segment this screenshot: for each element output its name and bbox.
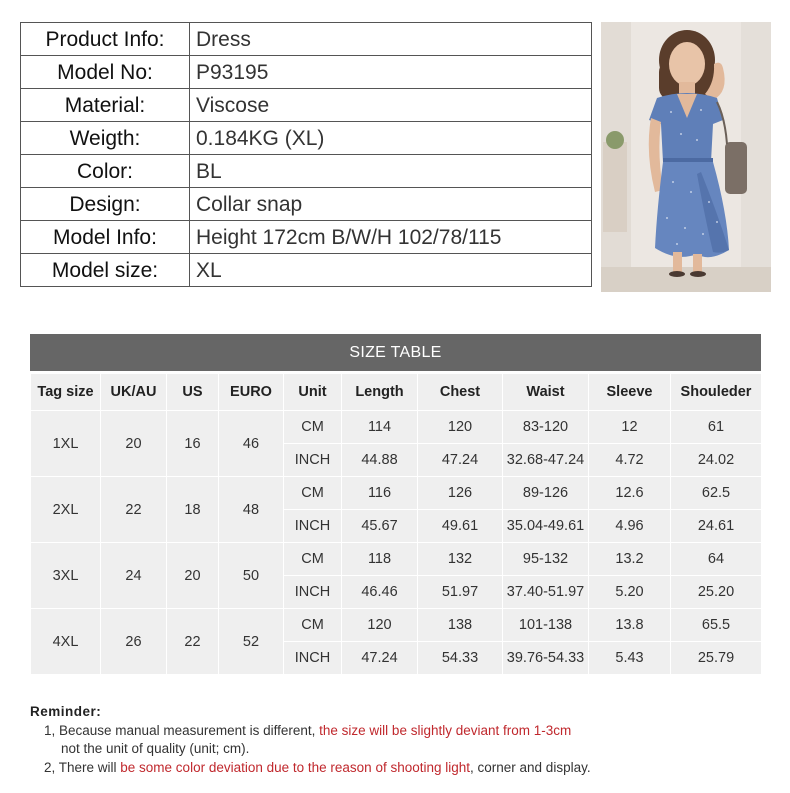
waist-cell: 35.04-49.61 — [503, 510, 589, 543]
sleeve-cell: 13.8 — [589, 609, 671, 642]
chest-cell: 54.33 — [418, 642, 503, 675]
table-row — [31, 477, 762, 510]
info-value: Collar snap — [190, 188, 592, 221]
header-length: Length — [342, 374, 418, 411]
waist-cell: 32.68-47.24 — [503, 444, 589, 477]
info-value: Height 172cm B/W/H 102/78/115 — [190, 221, 592, 254]
euro-cell: 46 — [219, 411, 284, 477]
model-photo — [601, 22, 771, 292]
header-us: US — [167, 374, 219, 411]
info-label: Model Info: — [21, 221, 190, 254]
header-sleeve: Sleeve — [589, 374, 671, 411]
header-unit: Unit — [284, 374, 342, 411]
shoulder-cell: 65.5 — [671, 609, 762, 642]
info-label: Material: — [21, 89, 190, 122]
size-table-header-row — [31, 374, 762, 411]
info-row-model-size — [21, 254, 592, 287]
reminder-title: Reminder: — [30, 704, 102, 719]
us-cell: 20 — [167, 543, 219, 609]
info-label: Model size: — [21, 254, 190, 287]
header-shoulder: Shouleder — [671, 374, 762, 411]
unit-cell: INCH — [284, 576, 342, 609]
sleeve-cell: 12.6 — [589, 477, 671, 510]
unit-cell: CM — [284, 543, 342, 576]
length-cell: 118 — [342, 543, 418, 576]
shoulder-cell: 24.02 — [671, 444, 762, 477]
length-cell: 45.67 — [342, 510, 418, 543]
reminder-item-1 — [30, 722, 770, 741]
us-cell: 22 — [167, 609, 219, 675]
table-row — [31, 543, 762, 576]
waist-cell: 89-126 — [503, 477, 589, 510]
euro-cell: 52 — [219, 609, 284, 675]
info-row-color — [21, 155, 592, 188]
shoulder-cell: 61 — [671, 411, 762, 444]
header-waist: Waist — [503, 374, 589, 411]
chest-cell: 132 — [418, 543, 503, 576]
length-cell: 47.24 — [342, 642, 418, 675]
info-value: P93195 — [190, 56, 592, 89]
chest-cell: 47.24 — [418, 444, 503, 477]
euro-cell: 48 — [219, 477, 284, 543]
uk-au-cell: 26 — [101, 609, 167, 675]
shoulder-cell: 25.20 — [671, 576, 762, 609]
length-cell: 120 — [342, 609, 418, 642]
reminder-item-2 — [30, 759, 770, 778]
shoulder-cell: 25.79 — [671, 642, 762, 675]
euro-cell: 50 — [219, 543, 284, 609]
chest-cell: 126 — [418, 477, 503, 510]
waist-cell: 101-138 — [503, 609, 589, 642]
waist-cell: 95-132 — [503, 543, 589, 576]
info-row-material — [21, 89, 592, 122]
info-row-weight — [21, 122, 592, 155]
sleeve-cell: 4.96 — [589, 510, 671, 543]
info-label: Color: — [21, 155, 190, 188]
reminder-item-1-prefix: 1, Because manual measurement is different, — [44, 722, 320, 738]
tag-size-cell: 4XL — [31, 609, 101, 675]
unit-cell: CM — [284, 411, 342, 444]
header-chest: Chest — [418, 374, 503, 411]
sleeve-cell: 4.72 — [589, 444, 671, 477]
table-row — [31, 609, 762, 642]
info-label: Model No: — [21, 56, 190, 89]
product-info-table — [20, 22, 592, 287]
tag-size-cell: 2XL — [31, 477, 101, 543]
shoulder-cell: 24.61 — [671, 510, 762, 543]
model-illustration — [601, 22, 771, 292]
unit-cell: INCH — [284, 642, 342, 675]
length-cell: 44.88 — [342, 444, 418, 477]
info-value: BL — [190, 155, 592, 188]
sleeve-cell: 5.20 — [589, 576, 671, 609]
info-value: 0.184KG (XL) — [190, 122, 592, 155]
unit-cell: CM — [284, 609, 342, 642]
unit-cell: INCH — [284, 510, 342, 543]
sleeve-cell: 12 — [589, 411, 671, 444]
info-row-model-no — [21, 56, 592, 89]
sleeve-cell: 5.43 — [589, 642, 671, 675]
chest-cell: 138 — [418, 609, 503, 642]
info-row-product — [21, 23, 592, 56]
uk-au-cell: 20 — [101, 411, 167, 477]
length-cell: 114 — [342, 411, 418, 444]
reminder-item-2-highlight: be some color deviation due to the reason of shooting light — [120, 759, 471, 775]
size-table-title: SIZE TABLE — [30, 334, 761, 371]
info-row-model-info — [21, 221, 592, 254]
unit-cell: CM — [284, 477, 342, 510]
sleeve-cell: 13.2 — [589, 543, 671, 576]
reminder-section — [30, 703, 770, 777]
header-tag-size: Tag size — [31, 374, 101, 411]
reminder-item-2-prefix: 2, There will — [44, 759, 121, 775]
length-cell: 116 — [342, 477, 418, 510]
info-label: Design: — [21, 188, 190, 221]
uk-au-cell: 22 — [101, 477, 167, 543]
waist-cell: 39.76-54.33 — [503, 642, 589, 675]
table-row — [31, 411, 762, 444]
tag-size-cell: 1XL — [31, 411, 101, 477]
chest-cell: 51.97 — [418, 576, 503, 609]
info-value: Dress — [190, 23, 592, 56]
info-label: Weigth: — [21, 122, 190, 155]
info-value: XL — [190, 254, 592, 287]
length-cell: 46.46 — [342, 576, 418, 609]
chest-cell: 120 — [418, 411, 503, 444]
tag-size-cell: 3XL — [31, 543, 101, 609]
info-row-design — [21, 188, 592, 221]
header-uk-au: UK/AU — [101, 374, 167, 411]
unit-cell: INCH — [284, 444, 342, 477]
us-cell: 18 — [167, 477, 219, 543]
reminder-item-2-suffix: , corner and display. — [470, 759, 591, 775]
reminder-item-1-highlight: the size will be slightly deviant from 1-3cm — [319, 722, 572, 738]
chest-cell: 49.61 — [418, 510, 503, 543]
shoulder-cell: 64 — [671, 543, 762, 576]
size-table — [30, 373, 762, 675]
uk-au-cell: 24 — [101, 543, 167, 609]
waist-cell: 37.40-51.97 — [503, 576, 589, 609]
waist-cell: 83-120 — [503, 411, 589, 444]
reminder-item-1-continued: not the unit of quality (unit; cm). — [61, 741, 250, 756]
shoulder-cell: 62.5 — [671, 477, 762, 510]
header-euro: EURO — [219, 374, 284, 411]
info-label: Product Info: — [21, 23, 190, 56]
us-cell: 16 — [167, 411, 219, 477]
info-value: Viscose — [190, 89, 592, 122]
